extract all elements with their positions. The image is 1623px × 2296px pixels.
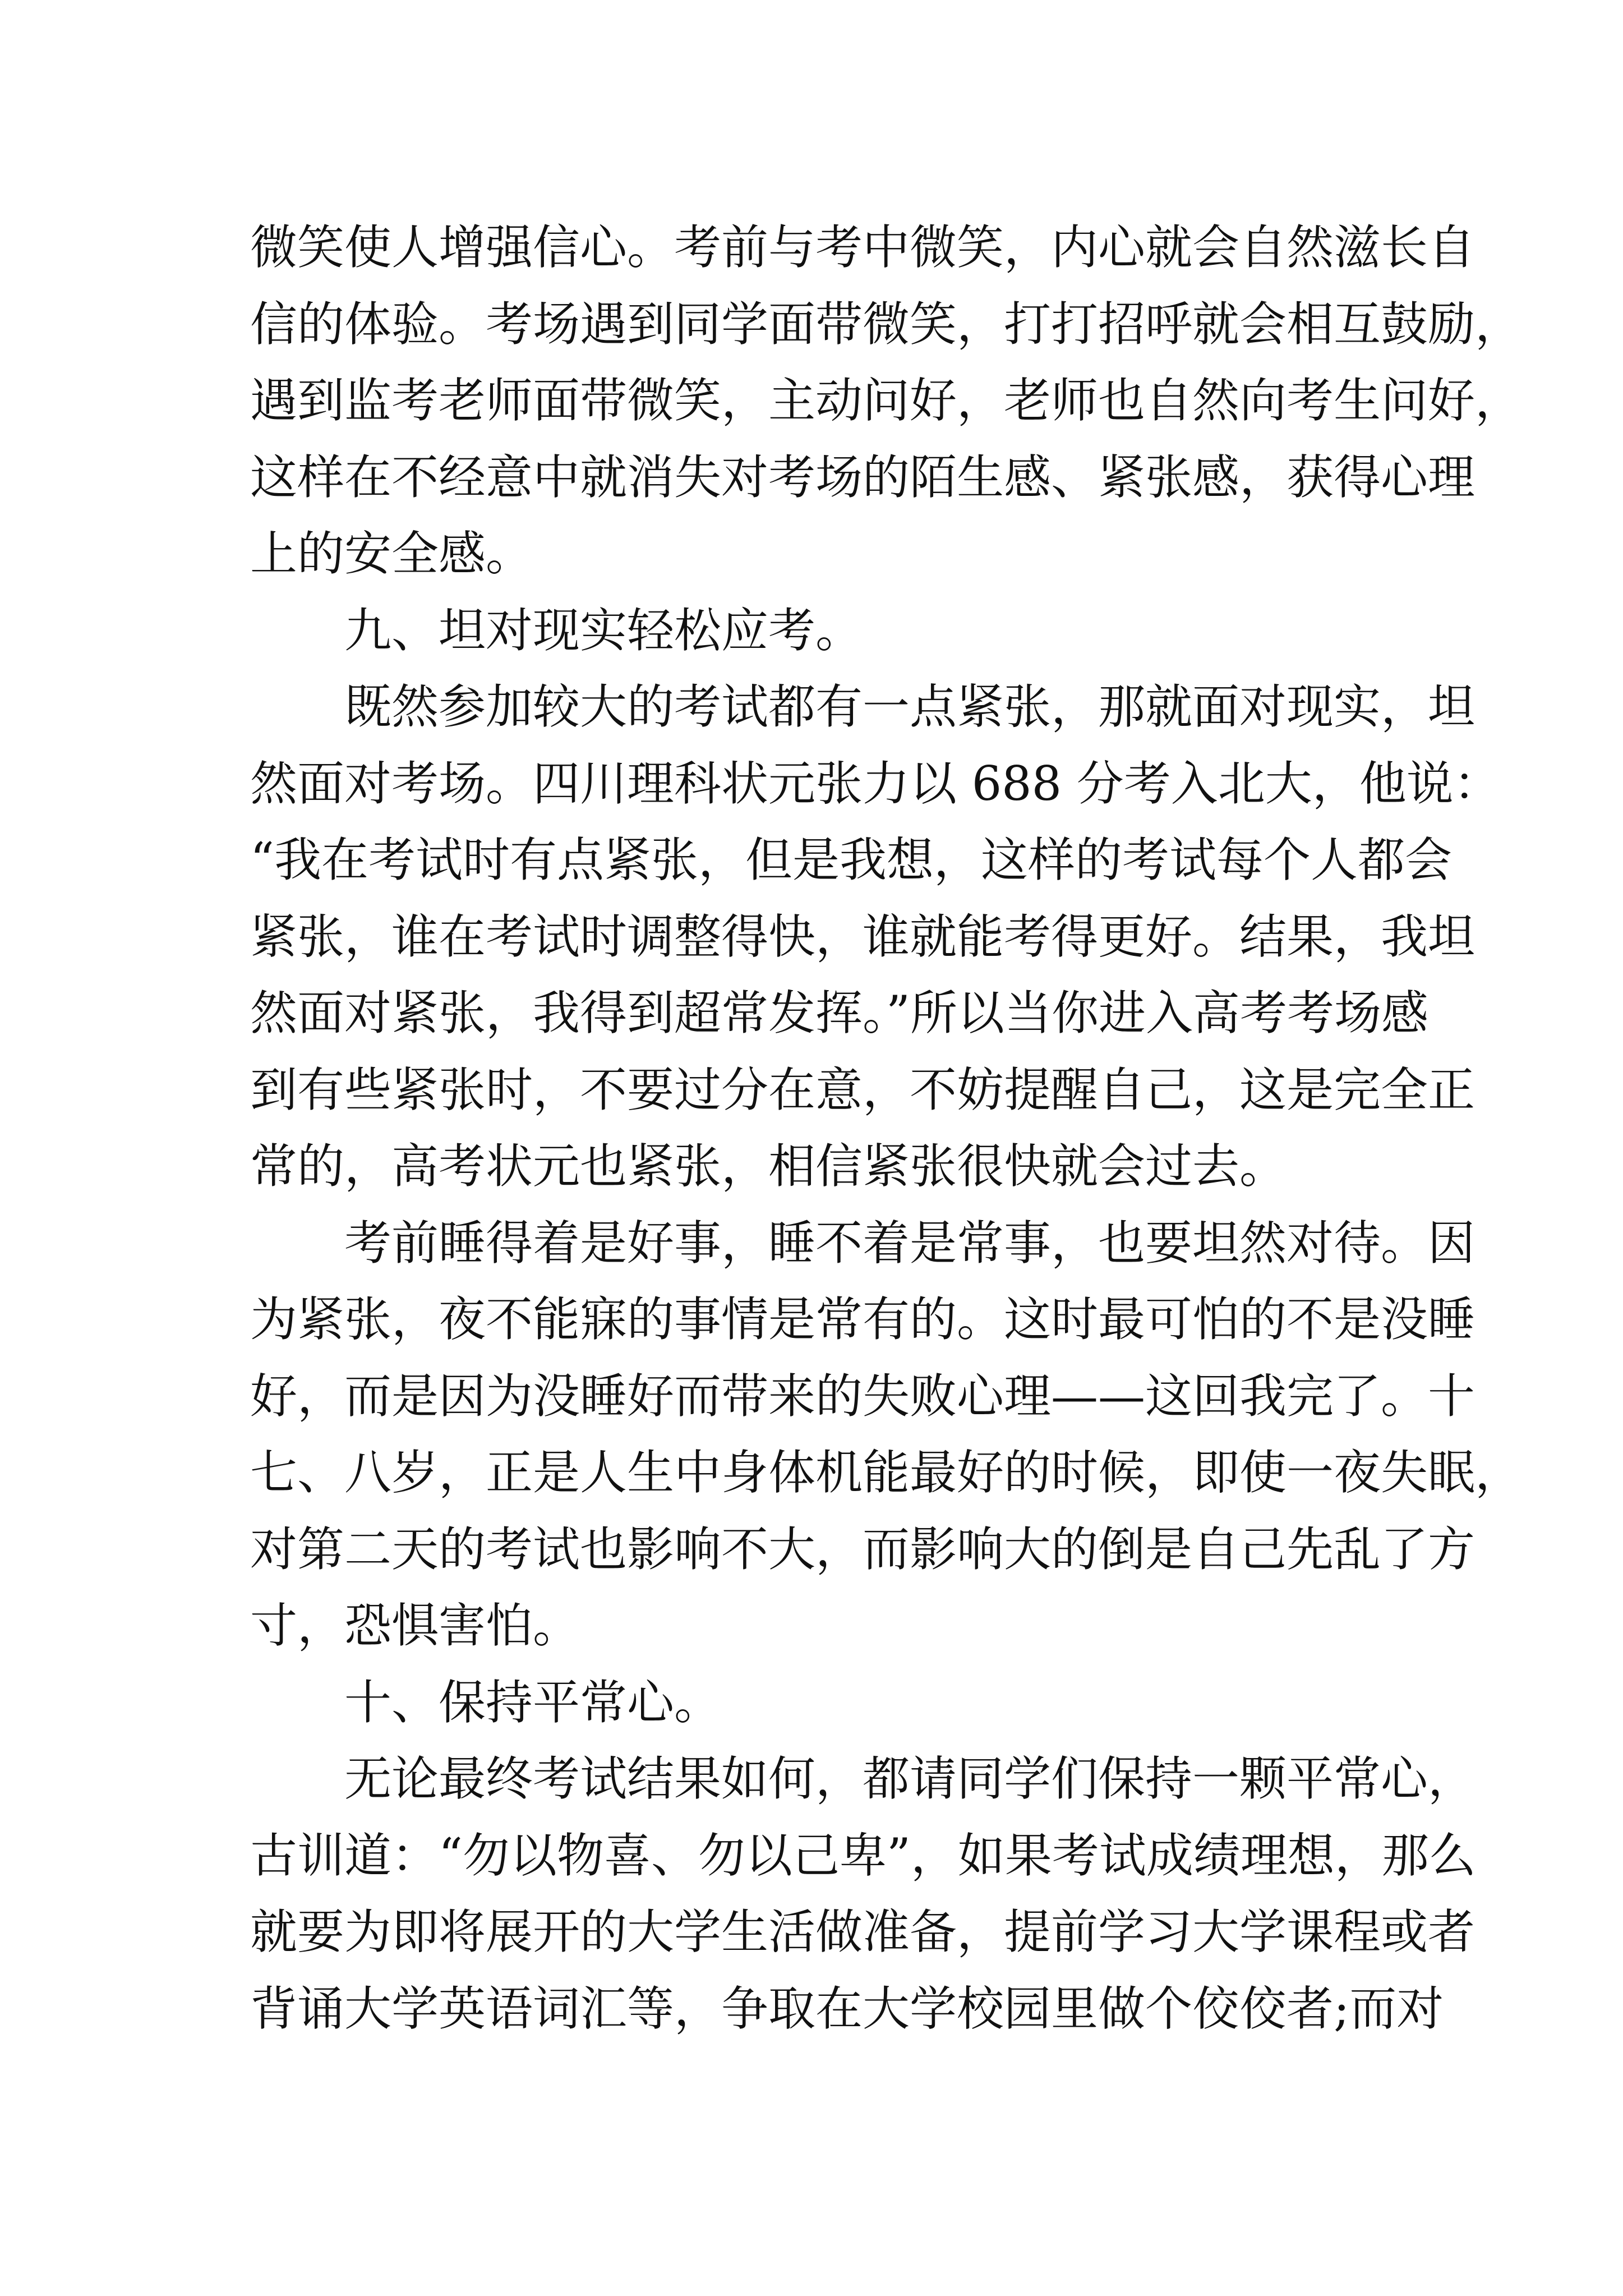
text-line: 紧张，谁在考试时调整得快，谁就能考得更好。结果，我坦 [250, 909, 1476, 964]
section-heading-9 [250, 592, 1381, 669]
paragraph-smile-confidence [250, 209, 1523, 592]
heading-text: 九、坦对现实轻松应考。 [344, 602, 863, 658]
text-line: 遇到监考老师面带微笑，主动问好，老师也自然向考生问好， [250, 373, 1523, 428]
paragraph-sleep [250, 1205, 1523, 1664]
text-line: 背诵大学英语词汇等，争取在大学校园里做个佼佼者;而对 [250, 1981, 1444, 2036]
text-line: 就要为即将展开的大学生活做准备，提前学习大学课程或者 [250, 1904, 1476, 1959]
text-line: “我在考试时有点紧张，但是我想，这样的考试每个人都会 [250, 832, 1452, 887]
text-line: 古训道：“勿以物喜、勿以己卑”，如果考试成绩理想，那么 [250, 1828, 1476, 1883]
text-line: 然面对考场。四川理科状元张力以 688 分考入北大，他说： [250, 756, 1501, 811]
text-line: 无论最终考试结果如何，都请同学们保持一颗平常心， [344, 1751, 1476, 1806]
text-line: 为紧张，夜不能寐的事情是常有的。这时最可怕的不是没睡 [250, 1292, 1476, 1347]
text-line: 上的安全感。 [250, 526, 533, 581]
paragraph-calm-mind [250, 1741, 1476, 2047]
text-line: 对第二天的考试也影响不大，而影响大的倒是自己先乱了方 [250, 1521, 1476, 1577]
paragraph-face-reality [250, 669, 1501, 1205]
text-line: 七、八岁，正是人生中身体机能最好的时候，即使一夜失眠， [250, 1445, 1523, 1500]
text-line: 信的体验。考场遇到同学面带微笑，打打招呼就会相互鼓励， [250, 296, 1523, 352]
text-line: 然面对紧张，我得到超常发挥。”所以当你进入高考考场感 [250, 986, 1428, 1041]
text-line: 到有些紧张时，不要过分在意，不妨提醒自己，这是完全正 [250, 1062, 1476, 1117]
text-line: 寸，恐惧害怕。 [250, 1598, 580, 1653]
text-line: 既然参加较大的考试都有一点紧张，那就面对现实，坦 [344, 679, 1476, 734]
document-body [250, 209, 1523, 2047]
text-line: 微笑使人增强信心。考前与考中微笑，内心就会自然滋长自 [250, 220, 1476, 275]
text-line: 这样在不经意中就消失对考场的陌生感、紧张感，获得心理 [250, 449, 1476, 505]
text-line: 常的，高考状元也紧张，相信紧张很快就会过去。 [250, 1139, 1287, 1194]
heading-text: 十、保持平常心。 [344, 1674, 722, 1730]
text-line: 考前睡得着是好事，睡不着是常事，也要坦然对待。因 [344, 1215, 1476, 1271]
section-heading-10 [250, 1664, 1381, 1741]
text-line: 好，而是因为没睡好而带来的失败心理——这回我完了。十 [250, 1368, 1476, 1424]
